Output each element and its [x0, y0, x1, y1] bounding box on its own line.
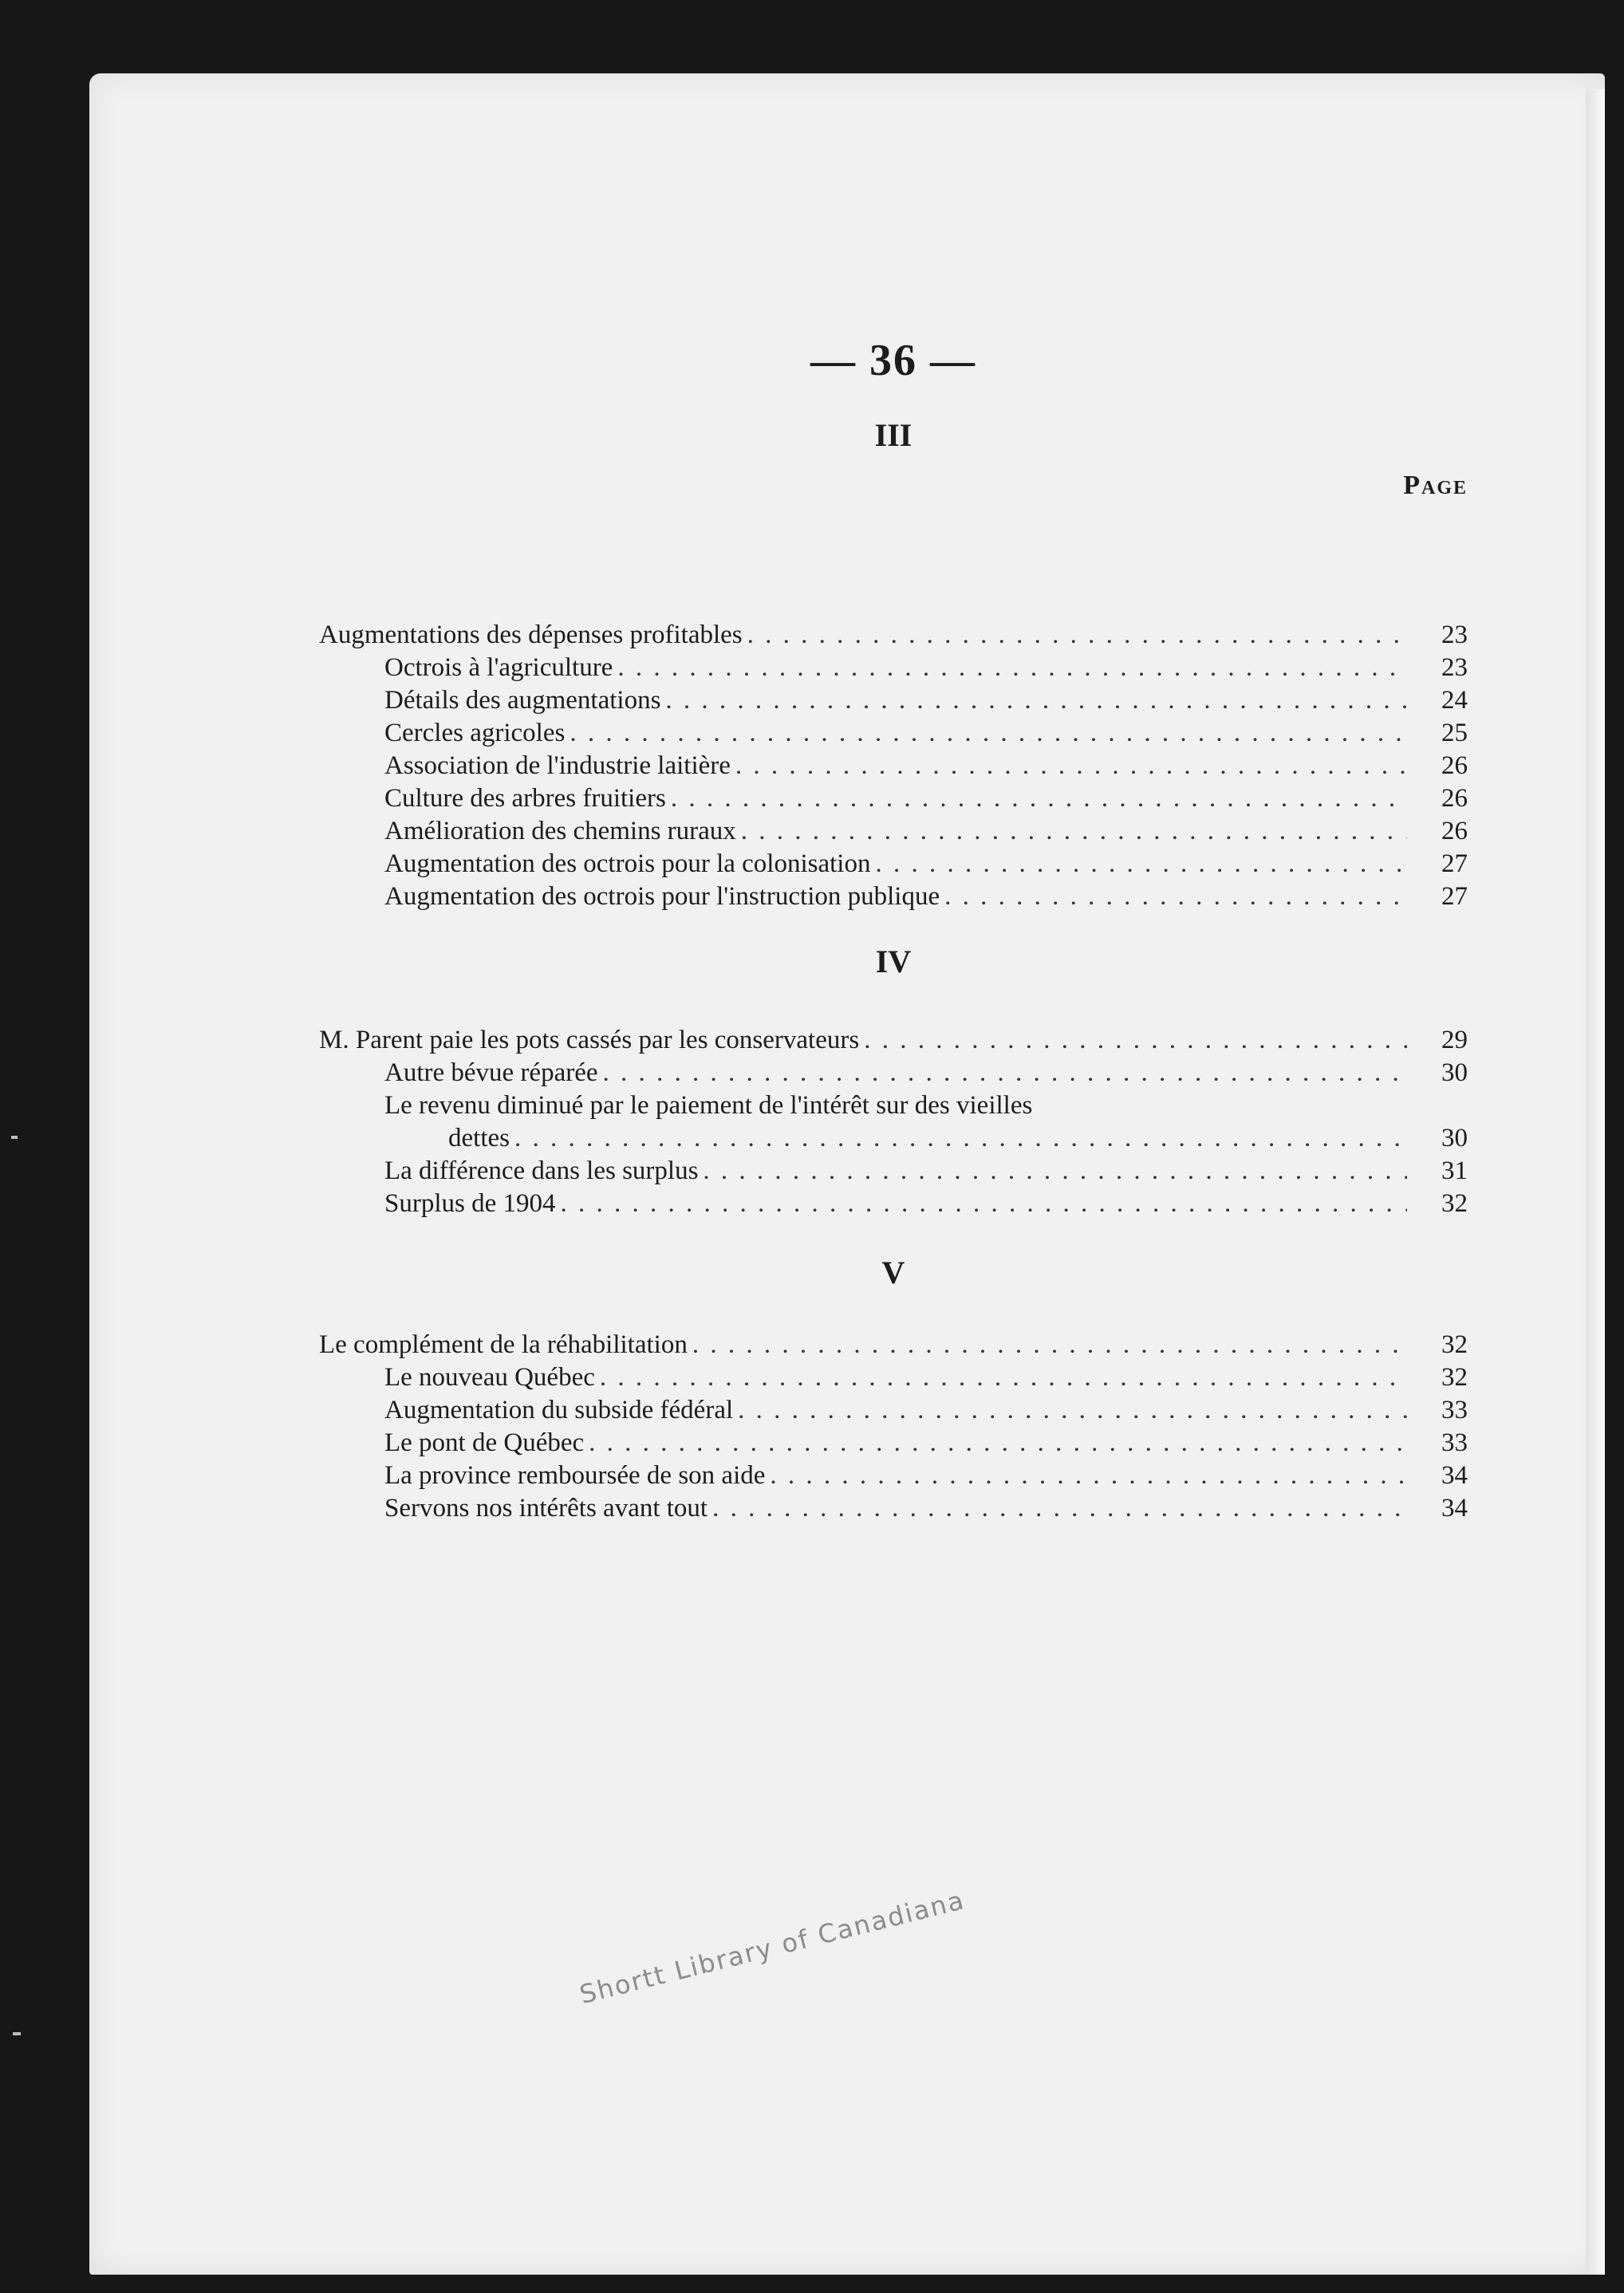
- toc-entry: [319, 1361, 1468, 1394]
- leader-dots: [665, 684, 1407, 717]
- toc-entry: [319, 619, 1468, 652]
- toc-entry: [319, 1394, 1468, 1427]
- leader-dots: [692, 1329, 1407, 1361]
- toc-entry: [319, 782, 1468, 815]
- leader-dots: [703, 1155, 1407, 1188]
- toc-entry-page: 32: [1441, 1189, 1468, 1218]
- scan-speck: [11, 1136, 18, 1139]
- toc-entry-title: M. Parent paie les pots cassés par les conservateurs: [319, 1026, 860, 1054]
- toc-entry-page: 34: [1441, 1461, 1468, 1490]
- toc-entry-page: 25: [1441, 719, 1468, 747]
- section-heading-v: V: [881, 1255, 905, 1290]
- section-heading-iv: IV: [875, 944, 912, 979]
- toc-entry: [319, 1427, 1468, 1460]
- toc-entry-title: Augmentation des octrois pour la colonisation: [384, 849, 871, 878]
- toc-section-v: [319, 1329, 1468, 1525]
- leader-dots: [617, 652, 1407, 684]
- leader-dots: [671, 782, 1407, 815]
- toc-entry-title: Cercles agricoles: [384, 719, 566, 747]
- toc-entry-title: Augmentations des dépenses profitables: [319, 621, 743, 649]
- toc-entry-title: Autre bévue réparée: [384, 1058, 598, 1087]
- toc-entry: [319, 1460, 1468, 1492]
- toc-entry-title: Détails des augmentations: [384, 686, 661, 715]
- toc-section-iv: [319, 1024, 1468, 1220]
- toc-entry-page: 27: [1441, 882, 1468, 911]
- toc-entry-page: 32: [1441, 1330, 1468, 1359]
- leader-dots: [561, 1188, 1408, 1220]
- toc-entry: [319, 684, 1468, 717]
- toc-entry-page: 29: [1441, 1026, 1468, 1054]
- leader-dots: [514, 1122, 1407, 1155]
- toc-entry-page: 23: [1441, 653, 1468, 682]
- toc-entry: [319, 1089, 1468, 1122]
- toc-entry-page: 34: [1441, 1494, 1468, 1523]
- toc-entry-page: 24: [1441, 686, 1468, 715]
- leader-dots: [600, 1361, 1407, 1394]
- leader-dots: [741, 815, 1407, 848]
- toc-entry-page: 23: [1441, 621, 1468, 649]
- toc-entry-page: 30: [1441, 1124, 1468, 1152]
- toc-entry-title: Octrois à l'agriculture: [384, 653, 613, 682]
- toc-entry-title: La province remboursée de son aide: [384, 1461, 766, 1490]
- toc-entry-title-continued: dettes: [448, 1124, 510, 1152]
- page-edge: [1586, 89, 1605, 2275]
- leader-dots: [589, 1427, 1407, 1460]
- toc-entry-title: Association de l'industrie laitière: [384, 751, 731, 780]
- leader-dots: [738, 1394, 1407, 1427]
- page-column-label: Page: [1403, 471, 1468, 500]
- toc-entry-title: Augmentation du subside fédéral: [384, 1396, 734, 1424]
- toc-entry-page: 31: [1441, 1156, 1468, 1185]
- toc-entry-title: La différence dans les surplus: [384, 1156, 699, 1185]
- toc-entry-title: Culture des arbres fruitiers: [384, 784, 666, 813]
- leader-dots: [864, 1024, 1407, 1057]
- leader-dots: [570, 717, 1407, 750]
- toc-entry-page: 30: [1441, 1058, 1468, 1087]
- toc-entry-page: 26: [1441, 751, 1468, 780]
- toc-entry-title: Augmentation des octrois pour l'instruction publique: [384, 882, 940, 911]
- toc-entry: [319, 848, 1468, 881]
- toc-entry-title: Amélioration des chemins ruraux: [384, 817, 736, 845]
- section-heading-iii: III: [874, 417, 913, 453]
- toc-entry: [319, 815, 1468, 848]
- toc-entry-page: 33: [1441, 1428, 1468, 1457]
- toc-entry: [319, 652, 1468, 684]
- toc-entry-page: 33: [1441, 1396, 1468, 1424]
- toc-entry-page: 32: [1441, 1363, 1468, 1392]
- page-number: — 36 —: [810, 336, 976, 385]
- toc-entry: [319, 1024, 1468, 1057]
- leader-dots: [735, 750, 1407, 782]
- toc-entry: [319, 1329, 1468, 1361]
- toc-entry: [319, 881, 1468, 913]
- toc-entry: [319, 1188, 1468, 1220]
- leader-dots: [603, 1057, 1408, 1089]
- toc-entry: [319, 1492, 1468, 1525]
- toc-entry-title: Le complément de la réhabilitation: [319, 1330, 688, 1359]
- toc-entry: [319, 1057, 1468, 1089]
- toc-entry-title: Surplus de 1904: [384, 1189, 556, 1218]
- toc-entry-title: Le pont de Québec: [384, 1428, 585, 1457]
- leader-dots: [712, 1492, 1407, 1525]
- leader-dots: [747, 619, 1407, 652]
- toc-entry-continuation: [319, 1122, 1468, 1155]
- scan-speck: [13, 2032, 21, 2035]
- toc-entry-page: 27: [1441, 849, 1468, 878]
- toc-entry-title: Le nouveau Québec: [384, 1363, 595, 1392]
- toc-entry: [319, 1155, 1468, 1188]
- toc-entry: [319, 717, 1468, 750]
- library-stamp: Shortt Library of Canadiana: [576, 1885, 968, 2010]
- toc-entry-page: 26: [1441, 817, 1468, 845]
- leader-dots: [944, 881, 1407, 913]
- toc-entry-page: 26: [1441, 784, 1468, 813]
- leader-dots: [770, 1460, 1407, 1492]
- toc-section-iii: [319, 619, 1468, 913]
- toc-entry-title: Le revenu diminué par le paiement de l'intérêt sur des vieilles: [384, 1091, 1033, 1120]
- document-page: [89, 73, 1605, 2275]
- leader-dots: [875, 848, 1407, 881]
- toc-entry-title: Servons nos intérêts avant tout: [384, 1494, 708, 1523]
- toc-entry: [319, 750, 1468, 782]
